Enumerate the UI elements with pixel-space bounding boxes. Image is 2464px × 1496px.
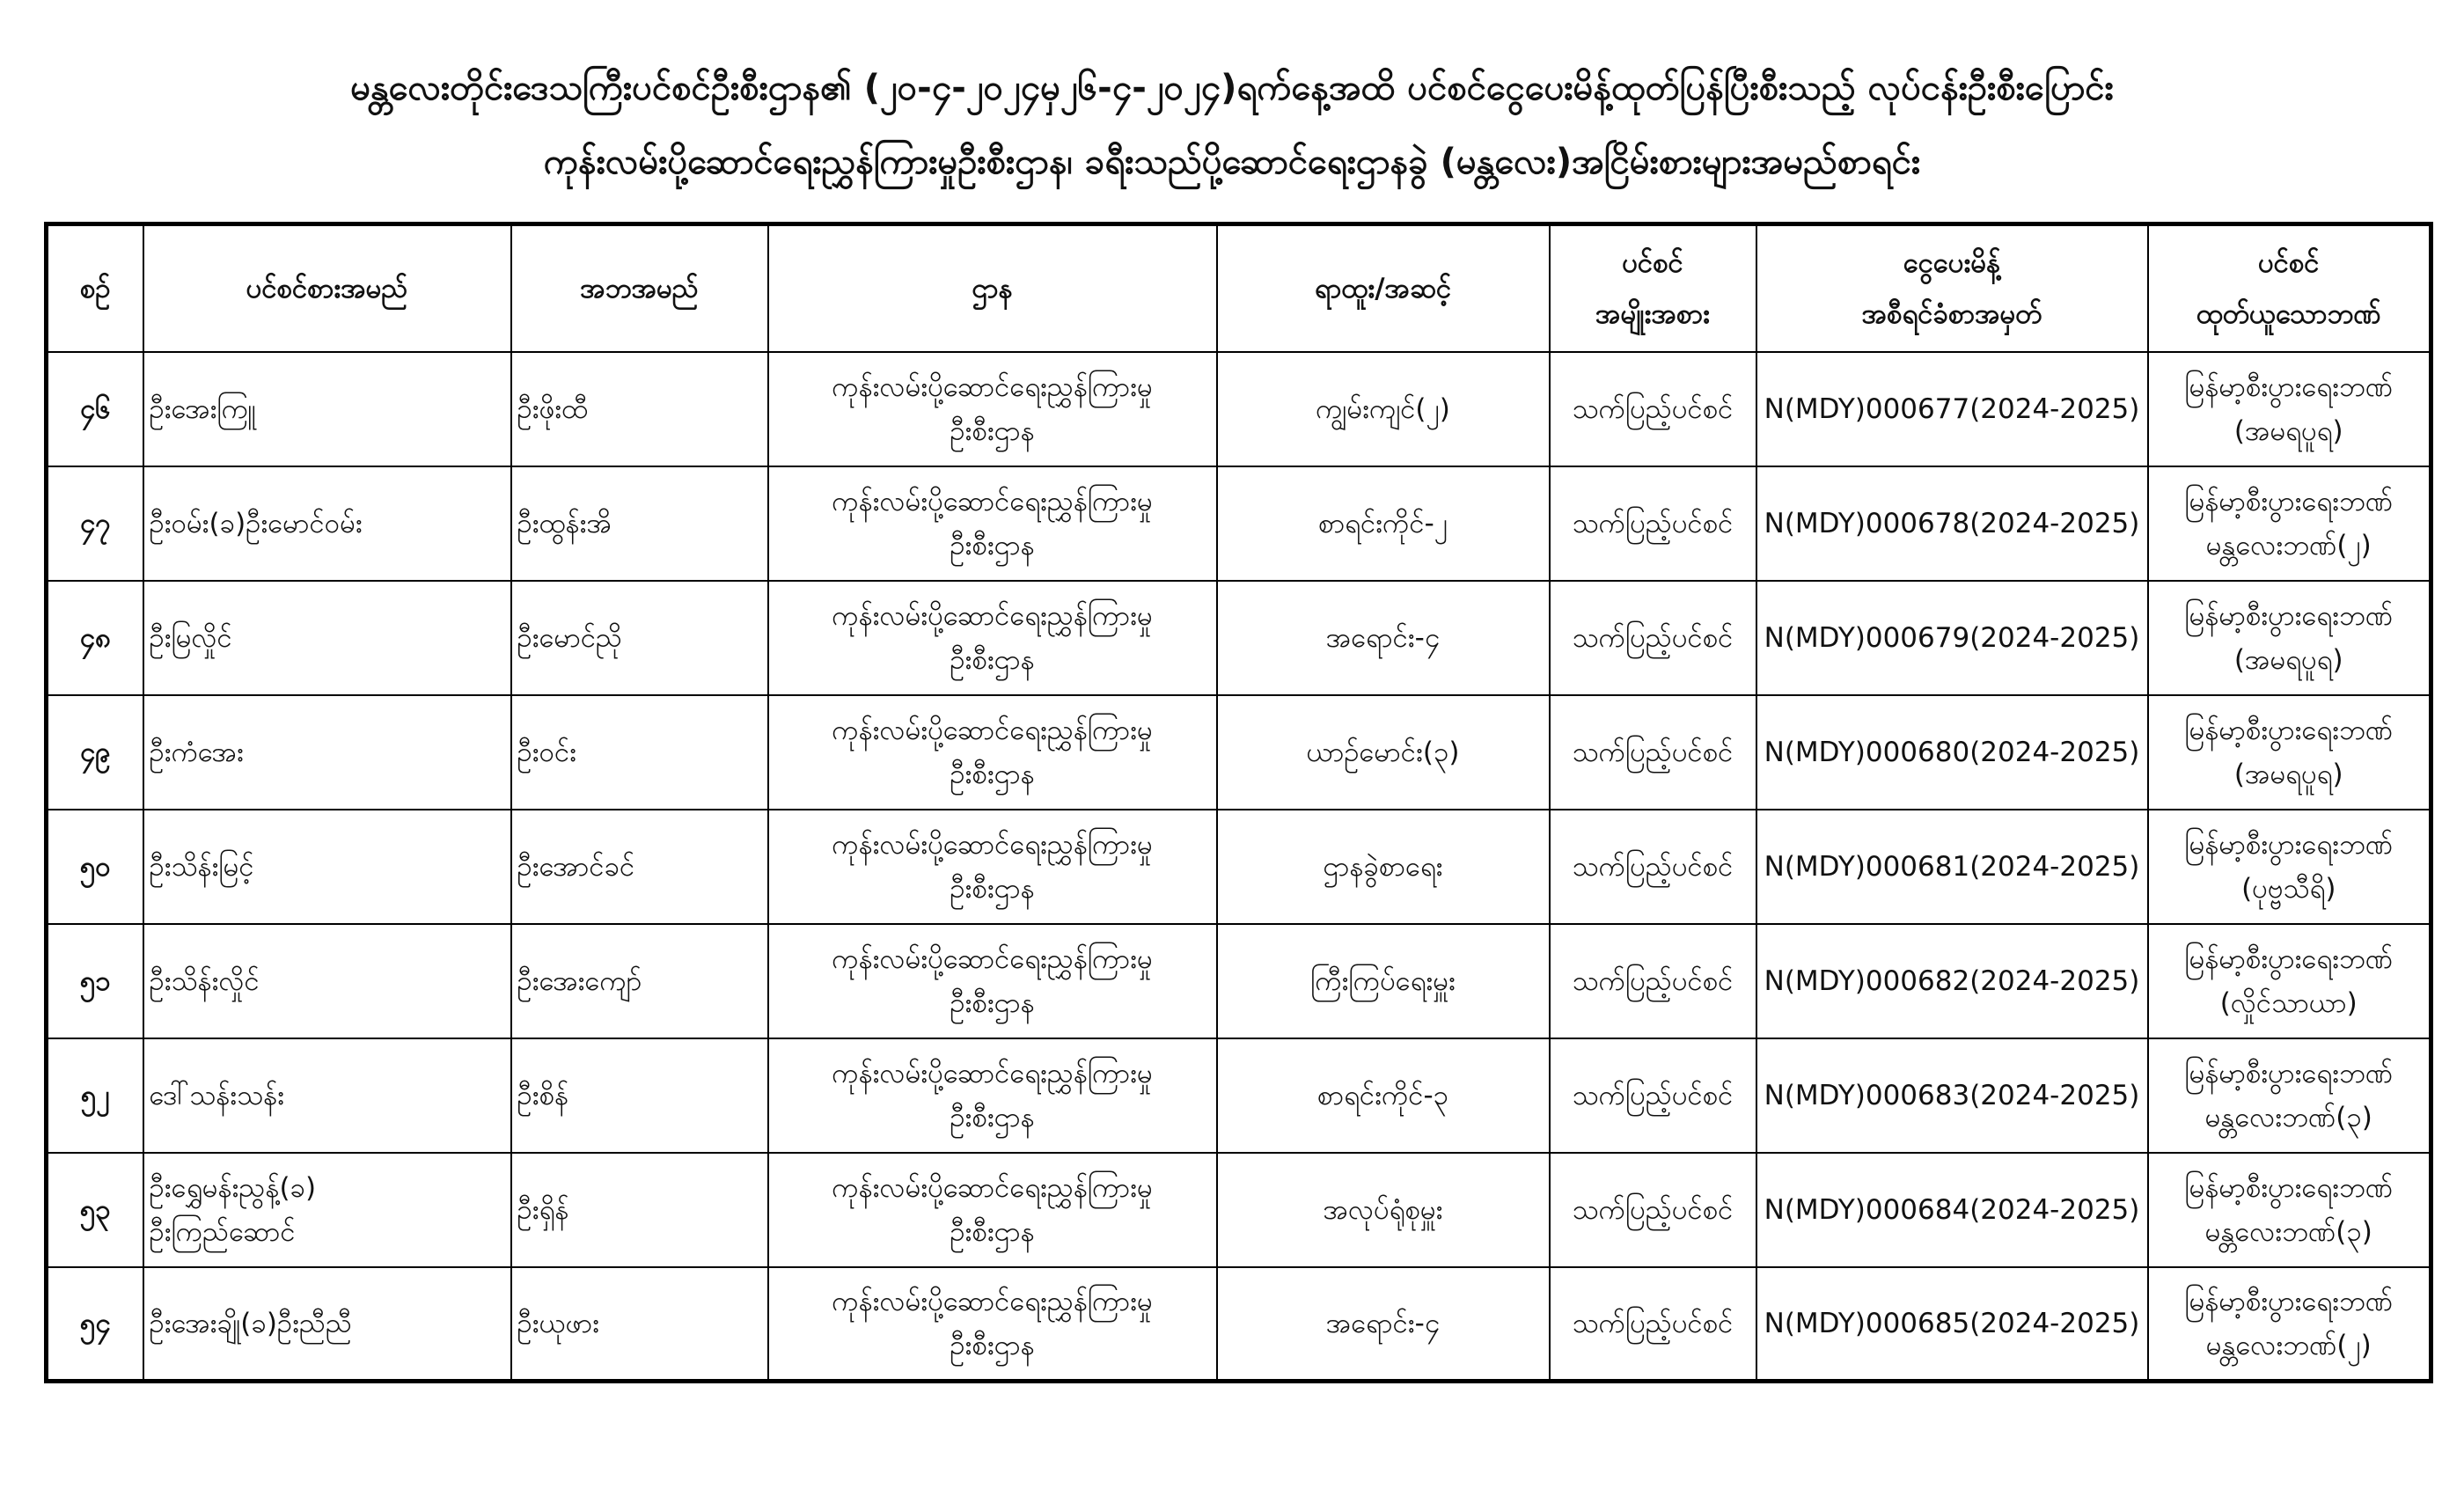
header-pension-type-line1: ပင်စင်: [1622, 246, 1683, 279]
department-line2: ဦးစီးဌာန: [950, 1101, 1035, 1133]
father-name: ဦးဝင်း: [511, 695, 768, 810]
row-number: ၄၈: [47, 581, 143, 695]
table-row: [47, 924, 2431, 1038]
table-header-row: [47, 224, 2431, 352]
position: အလုပ်ရုံစုမှူး: [1217, 1153, 1550, 1267]
bank-line2: မန္တလေးဘဏ်(၃): [2204, 1215, 2372, 1248]
department-line2: ဦးစီးဌာန: [950, 1329, 1035, 1361]
pensioner-name-line1: ဒေါ်သန်းသန်း: [149, 1079, 285, 1111]
position: အရောင်း-၄: [1217, 1267, 1550, 1382]
bank-line2: မန္တလေးဘဏ်(၂): [2205, 529, 2372, 561]
bank: [2148, 695, 2431, 810]
father-name: ဦးအေးကျော်: [511, 924, 768, 1038]
pensioner-name-line1: ဦးကံအေး: [149, 736, 244, 768]
department: [768, 581, 1217, 695]
pensioner-name: [143, 924, 511, 1038]
header-position: ရာထူး/အဆင့်: [1217, 224, 1550, 352]
pensioner-name: [143, 352, 511, 466]
position: ကြီးကြပ်ရေးမှူး: [1217, 924, 1550, 1038]
header-bank-line2: ထုတ်ယူသောဘဏ်: [2196, 297, 2381, 330]
document-title-line1: မန္တလေးတိုင်းဒေသကြီးပင်စင်ဦးစီးဌာန၏ (၂၀-၄-၂၀၂၄မှ၂၆-၄-၂၀၂၄)ရက်နေ့အထိ ပင်စင်ငွေပေးမိန့်ထုတ်ပြန်ပြီးစီးသည့် လုပ်ငန်းဦးစီးပြောင်း: [350, 68, 2114, 108]
row-number: ၅၄: [47, 1267, 143, 1382]
department-line1: ကုန်းလမ်းပို့ဆောင်ရေးညွှန်ကြားမှု: [832, 1171, 1153, 1204]
pension-type: သက်ပြည့်ပင်စင်: [1550, 1153, 1756, 1267]
pensioner-name: [143, 581, 511, 695]
table-body: [47, 352, 2431, 1382]
position: ဌာနခွဲစာရေး: [1217, 810, 1550, 924]
header-pension-type-line2: အမျိုးအစား: [1595, 297, 1710, 330]
bank: [2148, 352, 2431, 466]
position: စာရင်းကိုင်-၃: [1217, 1038, 1550, 1153]
bank-line2: (အမရပူရ): [2233, 414, 2343, 447]
bank-line1: မြန်မာ့စီးပွားရေးဘဏ်: [2184, 714, 2394, 746]
bank-line1: မြန်မာ့စီးပွားရေးဘဏ်: [2184, 1171, 2394, 1204]
pensioner-table: [44, 222, 2433, 1383]
pension-type: သက်ပြည့်ပင်စင်: [1550, 695, 1756, 810]
pensioner-name-line1: ဦးမြလှိုင်: [149, 621, 232, 654]
department-line1: ကုန်းလမ်းပို့ဆောင်ရေးညွှန်ကြားမှု: [832, 942, 1153, 975]
department-line2: ဦးစီးဌာန: [950, 643, 1035, 676]
pensioner-name-line2: ဦးကြည်ဆောင်: [149, 1215, 296, 1248]
receipt-number: N(MDY)000684(2024-2025): [1756, 1153, 2148, 1267]
department: [768, 1267, 1217, 1382]
header-receipt-line1: ငွေပေးမိန့်: [1903, 246, 2001, 279]
father-name: ဦးထွန်းအိ: [511, 466, 768, 581]
bank-line2: (လှိုင်သာယာ): [2219, 986, 2358, 1019]
pension-type: သက်ပြည့်ပင်စင်: [1550, 810, 1756, 924]
pension-type: သက်ပြည့်ပင်စင်: [1550, 1267, 1756, 1382]
document-title-line2: ကုန်းလမ်းပို့ဆောင်ရေးညွှန်ကြားမှုဦးစီးဌာန၊ ခရီးသည်ပို့ဆောင်ရေးဌာနခွဲ (မန္တလေး)အငြိမ်းစားများအမည်စာရင်း: [543, 142, 1921, 182]
department-line1: ကုန်းလမ်းပို့ဆောင်ရေးညွှန်ကြားမှု: [832, 714, 1153, 746]
bank: [2148, 1038, 2431, 1153]
receipt-number: N(MDY)000681(2024-2025): [1756, 810, 2148, 924]
pension-type: သက်ပြည့်ပင်စင်: [1550, 466, 1756, 581]
department-line1: ကုန်းလမ်းပို့ဆောင်ရေးညွှန်ကြားမှု: [832, 485, 1153, 517]
table-row: [47, 1153, 2431, 1267]
bank-line2: (ပုဗ္ဗသီရိ): [2241, 872, 2336, 905]
bank: [2148, 810, 2431, 924]
header-bank: [2148, 224, 2431, 352]
bank-line1: မြန်မာ့စီးပွားရေးဘဏ်: [2184, 1285, 2394, 1317]
header-pension-type: [1550, 224, 1756, 352]
department-line1: ကုန်းလမ်းပို့ဆောင်ရေးညွှန်ကြားမှု: [832, 828, 1153, 861]
bank: [2148, 466, 2431, 581]
bank-line1: မြန်မာ့စီးပွားရေးဘဏ်: [2184, 599, 2394, 632]
department-line1: ကုန်းလမ်းပို့ဆောင်ရေးညွှန်ကြားမှု: [832, 1057, 1153, 1089]
pension-type: သက်ပြည့်ပင်စင်: [1550, 924, 1756, 1038]
bank-line1: မြန်မာ့စီးပွားရေးဘဏ်: [2184, 485, 2394, 517]
department: [768, 695, 1217, 810]
department: [768, 924, 1217, 1038]
row-number: ၄၉: [47, 695, 143, 810]
table-row: [47, 352, 2431, 466]
header-name: ပင်စင်စားအမည်: [143, 224, 511, 352]
department-line2: ဦးစီးဌာန: [950, 986, 1035, 1019]
pension-type: သက်ပြည့်ပင်စင်: [1550, 581, 1756, 695]
row-number: ၄၇: [47, 466, 143, 581]
bank-line1: မြန်မာ့စီးပွားရေးဘဏ်: [2184, 370, 2394, 403]
receipt-number: N(MDY)000683(2024-2025): [1756, 1038, 2148, 1153]
pensioner-name: [143, 1267, 511, 1382]
bank-line2: မန္တလေးဘဏ်(၃): [2204, 1101, 2372, 1133]
table-row: [47, 695, 2431, 810]
position: ကျွမ်းကျင်(၂): [1217, 352, 1550, 466]
bank: [2148, 1153, 2431, 1267]
department-line2: ဦးစီးဌာန: [950, 758, 1035, 790]
table-row: [47, 810, 2431, 924]
row-number: ၄၆: [47, 352, 143, 466]
row-number: ၅၃: [47, 1153, 143, 1267]
pensioner-name: [143, 1153, 511, 1267]
row-number: ၅၂: [47, 1038, 143, 1153]
department-line2: ဦးစီးဌာန: [950, 1215, 1035, 1248]
pensioner-name: [143, 466, 511, 581]
table-row: [47, 1267, 2431, 1382]
department-line1: ကုန်းလမ်းပို့ဆောင်ရေးညွှန်ကြားမှု: [832, 1285, 1153, 1317]
department: [768, 352, 1217, 466]
father-name: ဦးယုဖား: [511, 1267, 768, 1382]
header-bank-line1: ပင်စင်: [2257, 246, 2320, 279]
table-row: [47, 466, 2431, 581]
header-receipt-line2: အစီရင်ခံစာအမှတ်: [1861, 297, 2042, 330]
pensioner-name-line1: ဦးရွှေမန်းညွန့်(ခ): [149, 1171, 317, 1204]
bank: [2148, 1267, 2431, 1382]
table-row: [47, 581, 2431, 695]
father-name: ဦးစိန်: [511, 1038, 768, 1153]
father-name: ဦးဖိုးထီ: [511, 352, 768, 466]
bank-line2: (အမရပူရ): [2233, 758, 2343, 790]
position: အရောင်း-၄: [1217, 581, 1550, 695]
bank: [2148, 581, 2431, 695]
receipt-number: N(MDY)000679(2024-2025): [1756, 581, 2148, 695]
pension-type: သက်ပြည့်ပင်စင်: [1550, 352, 1756, 466]
father-name: ဦးမောင်ညို: [511, 581, 768, 695]
header-department: ဌာန: [768, 224, 1217, 352]
receipt-number: N(MDY)000678(2024-2025): [1756, 466, 2148, 581]
department: [768, 1153, 1217, 1267]
bank-line1: မြန်မာ့စီးပွားရေးဘဏ်: [2184, 942, 2394, 975]
receipt-number: N(MDY)000685(2024-2025): [1756, 1267, 2148, 1382]
department-line1: ကုန်းလမ်းပို့ဆောင်ရေးညွှန်ကြားမှု: [832, 599, 1153, 632]
position: စာရင်းကိုင်-၂: [1217, 466, 1550, 581]
department: [768, 810, 1217, 924]
pensioner-name: [143, 1038, 511, 1153]
bank-line1: မြန်မာ့စီးပွားရေးဘဏ်: [2184, 828, 2394, 861]
pensioner-name-line1: ဦးအေးချို(ခ)ဦးညီညီ: [149, 1307, 352, 1339]
table-row: [47, 1038, 2431, 1153]
bank-line2: (အမရပူရ): [2233, 643, 2343, 676]
row-number: ၅၀: [47, 810, 143, 924]
bank-line1: မြန်မာ့စီးပွားရေးဘဏ်: [2184, 1057, 2394, 1089]
father-name: ဦးရှိန်: [511, 1153, 768, 1267]
pensioner-name: [143, 695, 511, 810]
department: [768, 1038, 1217, 1153]
pensioner-name-line1: ဦးသိန်းမြင့်: [149, 850, 254, 883]
father-name: ဦးအောင်ခင်: [511, 810, 768, 924]
pensioner-name-line1: ဦးသိန်းလှိုင်: [149, 964, 260, 997]
header-father: အဘအမည်: [511, 224, 768, 352]
receipt-number: N(MDY)000682(2024-2025): [1756, 924, 2148, 1038]
position: ယာဉ်မောင်း(၃): [1217, 695, 1550, 810]
pensioner-name-line1: ဦးအေးကြူ: [149, 392, 256, 425]
row-number: ၅၁: [47, 924, 143, 1038]
pensioner-name: [143, 810, 511, 924]
department-line2: ဦးစီးဌာန: [950, 414, 1035, 447]
department-line2: ဦးစီးဌာန: [950, 872, 1035, 905]
pensioner-name-line1: ဦးဝမ်း(ခ)ဦးမောင်ဝမ်း: [149, 507, 363, 539]
department-line1: ကုန်းလမ်းပို့ဆောင်ရေးညွှန်ကြားမှု: [832, 370, 1153, 403]
header-receipt: [1756, 224, 2148, 352]
department: [768, 466, 1217, 581]
pension-type: သက်ပြည့်ပင်စင်: [1550, 1038, 1756, 1153]
bank: [2148, 924, 2431, 1038]
header-no: စဉ်: [47, 224, 143, 352]
bank-line2: မန္တလေးဘဏ်(၂): [2205, 1329, 2372, 1361]
department-line2: ဦးစီးဌာန: [950, 529, 1035, 561]
receipt-number: N(MDY)000677(2024-2025): [1756, 352, 2148, 466]
receipt-number: N(MDY)000680(2024-2025): [1756, 695, 2148, 810]
